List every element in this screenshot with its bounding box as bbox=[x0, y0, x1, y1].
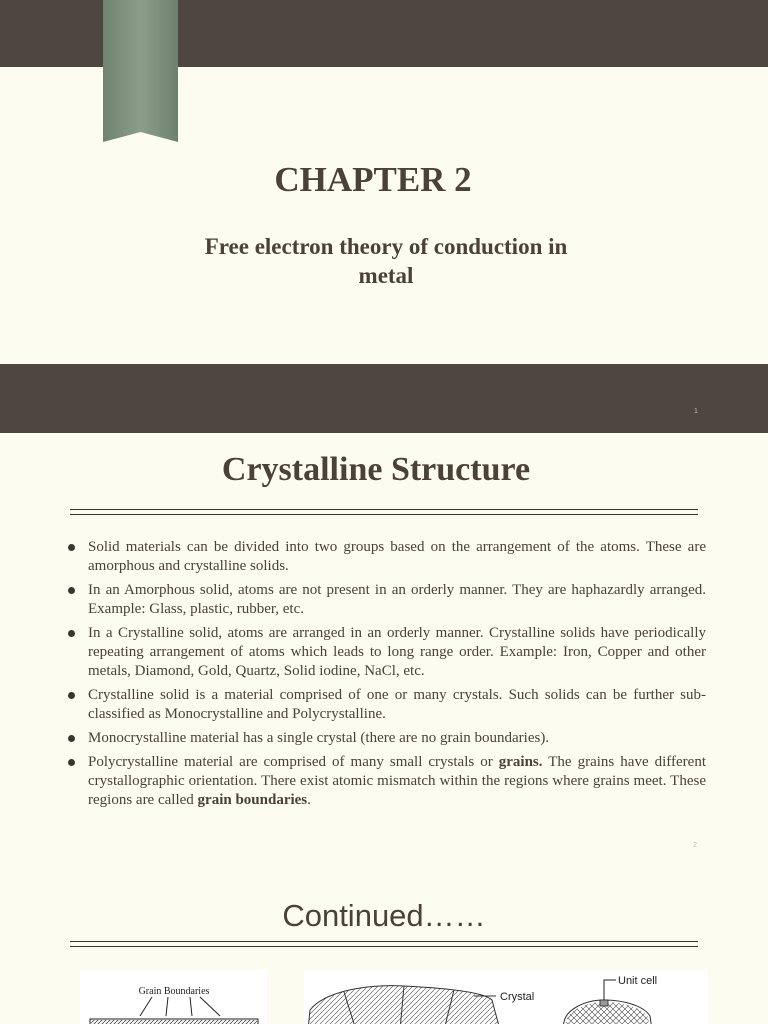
bullet-item bbox=[66, 581, 706, 619]
unit-cell-label: Unit cell bbox=[618, 975, 658, 987]
bullet-text: In an Amorphous solid, atoms are not present in an orderly manner. They are haphazardly arranged. Example: Glass, plastic, rubber, etc. bbox=[88, 582, 706, 617]
grain-boundaries-figure bbox=[80, 970, 267, 1024]
bullet-text: In a Crystalline solid, atoms are arranged in an orderly manner. Crystalline solids have periodically repeating arrangement of atoms which leads to long range order. Example: Iron, Copper and other metals, Diamond, Gold, Quartz, Solid iodine, NaCl, etc. bbox=[88, 625, 706, 679]
bullet-item bbox=[66, 729, 706, 748]
bullet-text: Solid materials can be divided into two groups based on the arrangement of the atoms. These are amorphous and crystalline solids. bbox=[88, 539, 706, 574]
continued-slide bbox=[0, 866, 768, 1024]
subtitle-line-2: metal bbox=[358, 263, 414, 288]
title-divider bbox=[70, 509, 698, 515]
bullet-list bbox=[66, 538, 706, 815]
bullet-bold-term: grains. bbox=[498, 754, 543, 770]
slide-title: Crystalline Structure bbox=[221, 451, 531, 488]
bookmark-ribbon-icon bbox=[103, 0, 178, 142]
crystal-unit-cell-diagram bbox=[304, 970, 708, 1024]
title-divider bbox=[70, 941, 698, 947]
bullet-text: Monocrystalline material has a single crystal (there are no grain boundaries). bbox=[88, 730, 550, 746]
grain-boundaries-label: Grain Boundaries bbox=[138, 986, 210, 997]
bullet-bold-term: grain boundaries bbox=[197, 792, 308, 808]
crystal-label: Crystal bbox=[500, 991, 535, 1003]
slide-title: Continued…… bbox=[282, 898, 486, 933]
chapter-title: CHAPTER 2 bbox=[274, 160, 472, 199]
bullet-dot-icon bbox=[68, 692, 75, 699]
bullet-text: Crystalline solid is a material comprised of one or many crystals. Such solids can be further sub-classified as Monocrystalline and Polycrystalline. bbox=[88, 687, 706, 722]
bullet-text-part: . bbox=[307, 792, 311, 808]
bullet-dot-icon bbox=[68, 735, 75, 742]
title-slide bbox=[0, 0, 768, 433]
bullet-text-part: Polycrystalline material are comprised of many small crystals or bbox=[88, 754, 499, 770]
bullet-dot-icon bbox=[68, 544, 75, 551]
bullet-item bbox=[66, 686, 706, 724]
bullet-dot-icon bbox=[68, 587, 75, 594]
crystal-unit-cell-figure bbox=[304, 970, 708, 1024]
bullet-dot-icon bbox=[68, 759, 75, 766]
bullet-item bbox=[66, 753, 706, 810]
bullet-dot-icon bbox=[68, 630, 75, 637]
bottom-band bbox=[0, 364, 768, 433]
subtitle-line-1: Free electron theory of conduction in bbox=[204, 234, 568, 259]
page-number: 1 bbox=[694, 408, 698, 415]
page-number: 2 bbox=[693, 842, 697, 849]
bullet-item bbox=[66, 538, 706, 576]
bullet-item bbox=[66, 624, 706, 681]
grain-boundaries-diagram bbox=[80, 970, 267, 1024]
bullet-text-part: The grains have different crystallographic orientation. There exist atomic mismatch within the regions where grains meet. These regions are called bbox=[88, 754, 706, 808]
chapter-subtitle bbox=[166, 232, 606, 290]
crystalline-structure-slide bbox=[0, 433, 768, 866]
